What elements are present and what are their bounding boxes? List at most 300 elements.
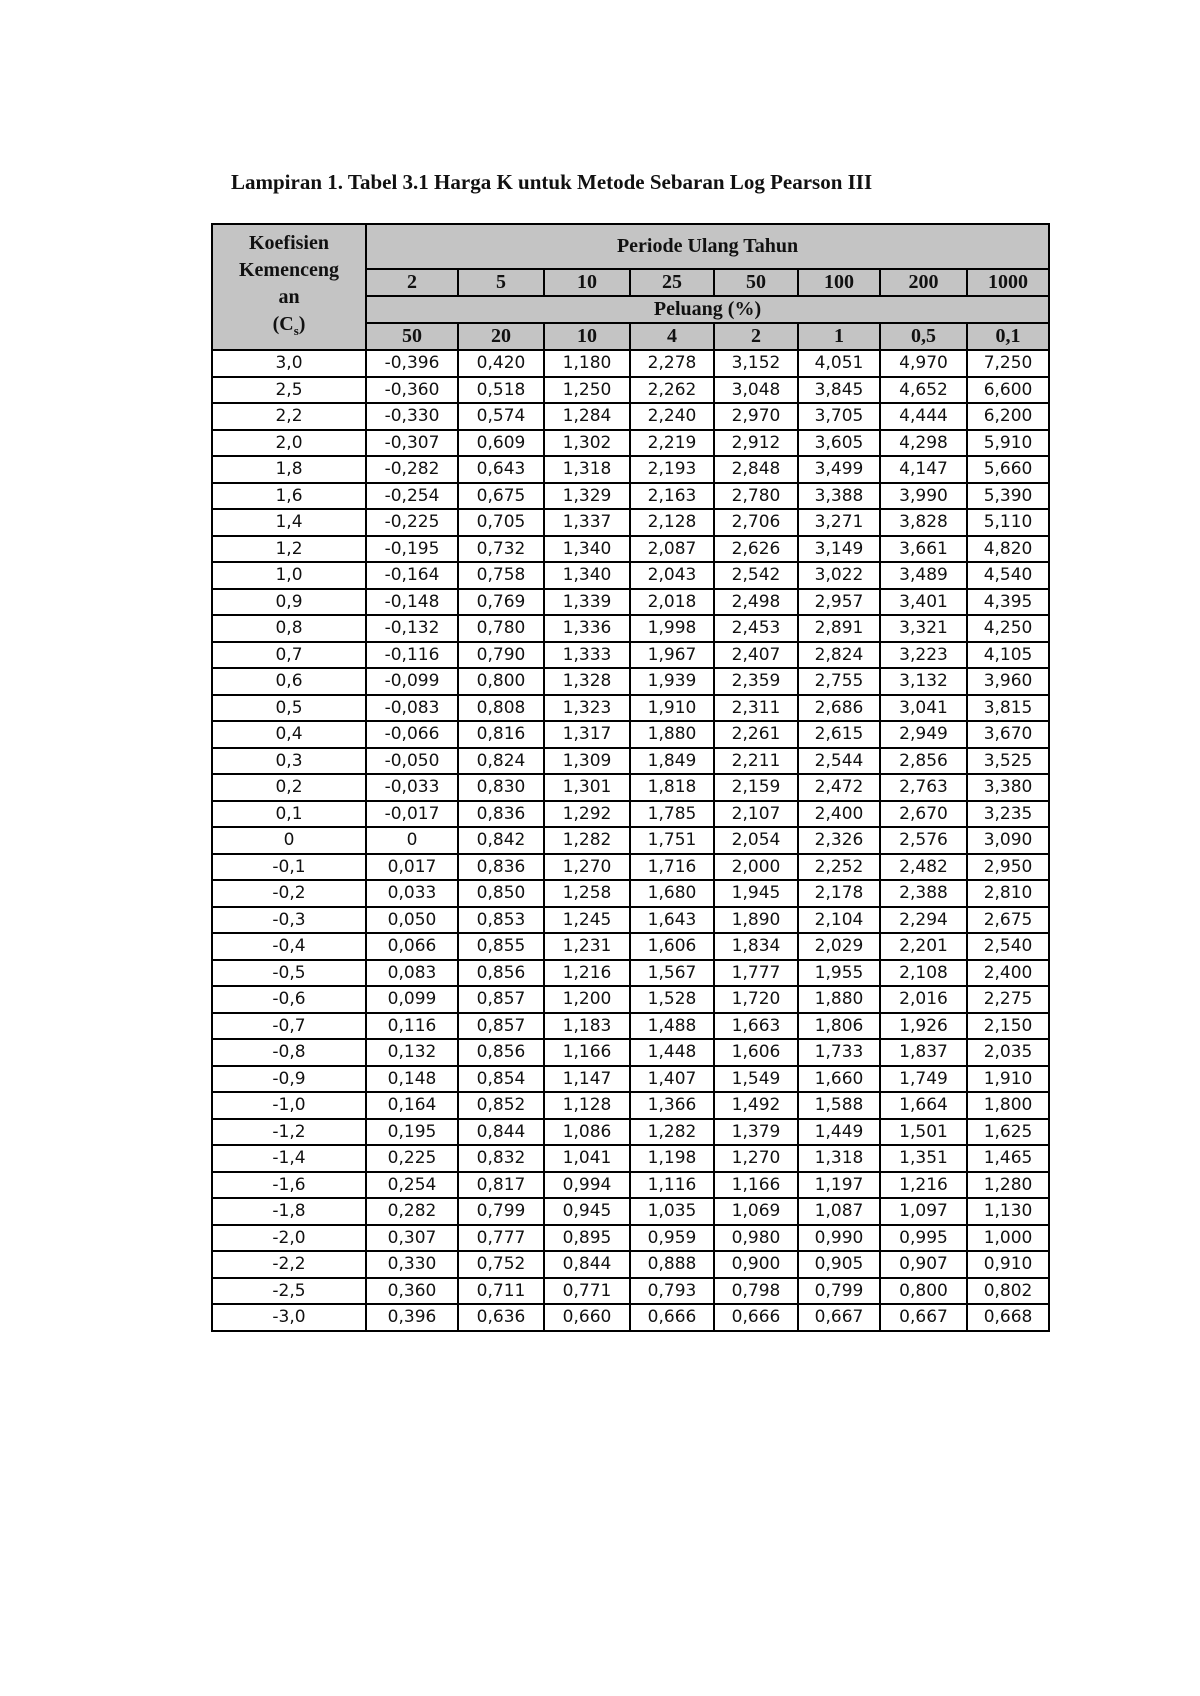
- table-row: [212, 827, 1049, 854]
- k-value-cell: 1,448: [630, 1039, 714, 1066]
- k-value-cell: 3,235: [967, 801, 1049, 828]
- k-value-cell: 0,675: [458, 483, 544, 510]
- k-value-cell: 1,777: [714, 960, 798, 987]
- k-value-cell: 1,317: [544, 721, 630, 748]
- coefficient-cell: -1,2: [212, 1119, 366, 1146]
- k-value-cell: 0,330: [366, 1251, 458, 1278]
- k-value-cell: 0,148: [366, 1066, 458, 1093]
- table-row: [212, 1251, 1049, 1278]
- k-value-cell: 0,420: [458, 350, 544, 377]
- k-value-cell: 0,574: [458, 403, 544, 430]
- table-row: [212, 350, 1049, 377]
- k-value-cell: 1,130: [967, 1198, 1049, 1225]
- k-value-cell: 3,661: [880, 536, 967, 563]
- k-value-cell: 0,857: [458, 986, 544, 1013]
- coefficient-cell: 1,4: [212, 509, 366, 536]
- k-value-cell: 0,855: [458, 933, 544, 960]
- table-row: [212, 456, 1049, 483]
- k-value-cell: 3,815: [967, 695, 1049, 722]
- k-value-cell: 3,845: [798, 377, 880, 404]
- k-value-cell: 1,340: [544, 562, 630, 589]
- k-value-cell: 1,588: [798, 1092, 880, 1119]
- k-value-cell: 0,636: [458, 1304, 544, 1331]
- k-value-cell: 2,626: [714, 536, 798, 563]
- k-value-cell: 0,780: [458, 615, 544, 642]
- k-value-cell: 0,824: [458, 748, 544, 775]
- k-value-cell: 5,110: [967, 509, 1049, 536]
- period-header-cell: 25: [630, 269, 714, 296]
- coefficient-cell: -0,3: [212, 907, 366, 934]
- k-value-cell: 2,128: [630, 509, 714, 536]
- k-value-cell: 2,848: [714, 456, 798, 483]
- k-value-cell: 5,660: [967, 456, 1049, 483]
- k-value-cell: 1,818: [630, 774, 714, 801]
- peluang-header-cell: 20: [458, 323, 544, 350]
- k-value-cell: 1,998: [630, 615, 714, 642]
- k-value-cell: 2,029: [798, 933, 880, 960]
- k-value-cell: 4,444: [880, 403, 967, 430]
- k-value-cell: 2,856: [880, 748, 967, 775]
- period-header-cell: 1000: [967, 269, 1049, 296]
- coefficient-cell: -2,2: [212, 1251, 366, 1278]
- coefficient-cell: 0,2: [212, 774, 366, 801]
- k-value-cell: 0,752: [458, 1251, 544, 1278]
- k-value-cell: 0,790: [458, 642, 544, 669]
- k-value-cell: 3,705: [798, 403, 880, 430]
- k-value-cell: 3,271: [798, 509, 880, 536]
- k-value-cell: 0,777: [458, 1225, 544, 1252]
- coefficient-cell: 0,3: [212, 748, 366, 775]
- k-value-cell: 2,453: [714, 615, 798, 642]
- coefficient-cell: 1,6: [212, 483, 366, 510]
- table-row: [212, 933, 1049, 960]
- k-value-cell: 3,605: [798, 430, 880, 457]
- k-value-cell: 0,282: [366, 1198, 458, 1225]
- coefficient-cell: 2,5: [212, 377, 366, 404]
- k-value-cell: 0,666: [630, 1304, 714, 1331]
- k-value-cell: 0,844: [458, 1119, 544, 1146]
- k-value-cell: 1,664: [880, 1092, 967, 1119]
- k-value-cell: 2,780: [714, 483, 798, 510]
- k-value-cell: 0,852: [458, 1092, 544, 1119]
- coefficient-cell: -0,9: [212, 1066, 366, 1093]
- k-value-cell: 2,211: [714, 748, 798, 775]
- table-row: [212, 748, 1049, 775]
- table-row: [212, 642, 1049, 669]
- k-value-cell: -0,099: [366, 668, 458, 695]
- k-value-cell: 1,660: [798, 1066, 880, 1093]
- coefficient-cell: 0,7: [212, 642, 366, 669]
- k-value-cell: 3,525: [967, 748, 1049, 775]
- k-value-cell: 2,763: [880, 774, 967, 801]
- k-value-cell: 1,231: [544, 933, 630, 960]
- table-row: [212, 1198, 1049, 1225]
- k-value-cell: 0,856: [458, 1039, 544, 1066]
- k-value-cell: 3,090: [967, 827, 1049, 854]
- k-value-cell: 1,280: [967, 1172, 1049, 1199]
- k-value-cell: 0,853: [458, 907, 544, 934]
- k-value-cell: 2,108: [880, 960, 967, 987]
- k-value-cell: 0,832: [458, 1145, 544, 1172]
- coefficient-cell: 0,5: [212, 695, 366, 722]
- k-value-cell: 0,518: [458, 377, 544, 404]
- k-value-cell: 1,116: [630, 1172, 714, 1199]
- k-value-cell: 0,798: [714, 1278, 798, 1305]
- table-row: [212, 721, 1049, 748]
- table-row: [212, 695, 1049, 722]
- k-value-cell: 2,201: [880, 933, 967, 960]
- k-value-cell: 3,489: [880, 562, 967, 589]
- k-value-cell: 2,252: [798, 854, 880, 881]
- period-header-cell: 5: [458, 269, 544, 296]
- k-value-cell: 2,107: [714, 801, 798, 828]
- coef-header-symbol: (C: [272, 313, 294, 335]
- k-value-cell: 2,670: [880, 801, 967, 828]
- table-row: [212, 615, 1049, 642]
- peluang-header: Peluang (%): [366, 296, 1049, 323]
- coefficient-cell: 2,0: [212, 430, 366, 457]
- k-value-cell: 3,041: [880, 695, 967, 722]
- k-value-cell: 1,606: [714, 1039, 798, 1066]
- coefficient-cell: -0,8: [212, 1039, 366, 1066]
- k-value-cell: 2,326: [798, 827, 880, 854]
- k-value-cell: 2,482: [880, 854, 967, 881]
- k-value-cell: 2,054: [714, 827, 798, 854]
- peluang-header-cell: 10: [544, 323, 630, 350]
- k-value-cell: 3,960: [967, 668, 1049, 695]
- table-row: [212, 1013, 1049, 1040]
- table-row: [212, 1278, 1049, 1305]
- k-value-cell: 1,567: [630, 960, 714, 987]
- coefficient-cell: 1,2: [212, 536, 366, 563]
- k-value-cell: 2,150: [967, 1013, 1049, 1040]
- k-value-cell: 1,501: [880, 1119, 967, 1146]
- k-value-cell: 0,099: [366, 986, 458, 1013]
- k-value-cell: 2,950: [967, 854, 1049, 881]
- coefficient-cell: -1,4: [212, 1145, 366, 1172]
- k-value-cell: 1,528: [630, 986, 714, 1013]
- periode-header: Periode Ulang Tahun: [366, 224, 1049, 269]
- k-value-cell: 1,292: [544, 801, 630, 828]
- k-value-cell: 2,261: [714, 721, 798, 748]
- k-value-cell: 3,990: [880, 483, 967, 510]
- k-value-cell: 0,799: [458, 1198, 544, 1225]
- k-value-cell: 4,652: [880, 377, 967, 404]
- k-value-cell: 2,407: [714, 642, 798, 669]
- k-value-cell: 1,270: [714, 1145, 798, 1172]
- k-value-cell: 3,828: [880, 509, 967, 536]
- k-value-cell: 1,351: [880, 1145, 967, 1172]
- k-value-cell: 1,333: [544, 642, 630, 669]
- k-value-cell: -0,083: [366, 695, 458, 722]
- k-value-cell: 2,957: [798, 589, 880, 616]
- coefficient-cell: -0,7: [212, 1013, 366, 1040]
- coefficient-cell: 0,9: [212, 589, 366, 616]
- k-value-cell: 1,000: [967, 1225, 1049, 1252]
- k-value-cell: 1,939: [630, 668, 714, 695]
- k-value-cell: 1,245: [544, 907, 630, 934]
- k-value-cell: 1,549: [714, 1066, 798, 1093]
- k-value-cell: 1,069: [714, 1198, 798, 1225]
- k-value-cell: 0,769: [458, 589, 544, 616]
- k-value-cell: 2,275: [967, 986, 1049, 1013]
- k-value-cell: -0,033: [366, 774, 458, 801]
- k-value-cell: 0,900: [714, 1251, 798, 1278]
- k-value-cell: 2,018: [630, 589, 714, 616]
- k-value-cell: 4,540: [967, 562, 1049, 589]
- k-value-cell: 1,128: [544, 1092, 630, 1119]
- table-row: [212, 509, 1049, 536]
- k-value-cell: 1,328: [544, 668, 630, 695]
- k-value-cell: 0,225: [366, 1145, 458, 1172]
- k-value-cell: 1,216: [544, 960, 630, 987]
- k-value-cell: 1,806: [798, 1013, 880, 1040]
- period-header-cell: 200: [880, 269, 967, 296]
- coef-header-subscript: s: [293, 323, 299, 338]
- k-value-cell: 1,749: [880, 1066, 967, 1093]
- k-value-cell: 3,499: [798, 456, 880, 483]
- k-value-cell: 0,771: [544, 1278, 630, 1305]
- k-value-cell: 2,240: [630, 403, 714, 430]
- k-value-cell: 4,147: [880, 456, 967, 483]
- k-value-cell: 1,880: [798, 986, 880, 1013]
- k-value-cell: 0,396: [366, 1304, 458, 1331]
- coef-header-line: an: [278, 286, 300, 308]
- k-value-cell: 3,048: [714, 377, 798, 404]
- k-value-cell: 3,022: [798, 562, 880, 589]
- k-value-cell: 1,663: [714, 1013, 798, 1040]
- k-value-cell: 0,980: [714, 1225, 798, 1252]
- k-value-cell: 1,379: [714, 1119, 798, 1146]
- k-value-cell: 1,318: [798, 1145, 880, 1172]
- k-value-cell: 0,705: [458, 509, 544, 536]
- table-row: [212, 880, 1049, 907]
- k-value-cell: 1,166: [544, 1039, 630, 1066]
- k-value-cell: 1,834: [714, 933, 798, 960]
- k-value-cell: 0,758: [458, 562, 544, 589]
- k-value-cell: 1,910: [967, 1066, 1049, 1093]
- k-value-cell: 5,910: [967, 430, 1049, 457]
- coefficient-cell: -2,5: [212, 1278, 366, 1305]
- k-value-cell: 0,666: [714, 1304, 798, 1331]
- k-value-cell: 2,544: [798, 748, 880, 775]
- table-row: [212, 854, 1049, 881]
- k-value-cell: 2,400: [798, 801, 880, 828]
- k-value-cell: 2,104: [798, 907, 880, 934]
- table-row: [212, 1039, 1049, 1066]
- k-value-cell: 0,836: [458, 801, 544, 828]
- coefficient-cell: -0,1: [212, 854, 366, 881]
- coefficient-cell: -3,0: [212, 1304, 366, 1331]
- k-value-cell: 3,401: [880, 589, 967, 616]
- k-value-cell: 0,609: [458, 430, 544, 457]
- k-value-cell: 0,195: [366, 1119, 458, 1146]
- k-value-cell: 0,033: [366, 880, 458, 907]
- k-value-cell: 2,043: [630, 562, 714, 589]
- k-value-cell: 2,824: [798, 642, 880, 669]
- k-value-cell: 1,282: [630, 1119, 714, 1146]
- k-value-cell: 2,686: [798, 695, 880, 722]
- k-value-cell: 1,643: [630, 907, 714, 934]
- table-row: [212, 1304, 1049, 1331]
- k-value-cell: 0,990: [798, 1225, 880, 1252]
- k-value-cell: 3,670: [967, 721, 1049, 748]
- coefficient-cell: 0,1: [212, 801, 366, 828]
- k-value-cell: 2,087: [630, 536, 714, 563]
- k-value-cell: 1,323: [544, 695, 630, 722]
- k-value-cell: 2,159: [714, 774, 798, 801]
- k-value-cell: 0: [366, 827, 458, 854]
- coefficient-cell: -1,0: [212, 1092, 366, 1119]
- period-header-cell: 2: [366, 269, 458, 296]
- k-value-cell: 1,955: [798, 960, 880, 987]
- k-value-cell: 1,945: [714, 880, 798, 907]
- k-value-cell: 1,339: [544, 589, 630, 616]
- coefficient-header: [212, 224, 366, 350]
- k-value-cell: 0,817: [458, 1172, 544, 1199]
- k-value-cell: 1,720: [714, 986, 798, 1013]
- k-value-cell: 1,302: [544, 430, 630, 457]
- k-value-cell: 1,880: [630, 721, 714, 748]
- k-value-cell: 1,492: [714, 1092, 798, 1119]
- period-header-cell: 50: [714, 269, 798, 296]
- table-row: [212, 774, 1049, 801]
- coef-header-symbol-close: ): [298, 313, 306, 335]
- k-value-cell: 0,802: [967, 1278, 1049, 1305]
- coefficient-cell: -1,8: [212, 1198, 366, 1225]
- k-value-cell: 2,278: [630, 350, 714, 377]
- table-row: [212, 536, 1049, 563]
- k-value-cell: 0,643: [458, 456, 544, 483]
- k-value-cell: 1,340: [544, 536, 630, 563]
- k-value-cell: 0,995: [880, 1225, 967, 1252]
- coefficient-cell: -0,4: [212, 933, 366, 960]
- k-value-cell: 1,183: [544, 1013, 630, 1040]
- table-row: [212, 1145, 1049, 1172]
- k-value-cell: 7,250: [967, 350, 1049, 377]
- k-value-cell: 0,066: [366, 933, 458, 960]
- k-value-cell: 1,284: [544, 403, 630, 430]
- k-value-cell: 0,360: [366, 1278, 458, 1305]
- k-value-cell: 0,164: [366, 1092, 458, 1119]
- k-value-cell: 1,407: [630, 1066, 714, 1093]
- k-value-cell: -0,066: [366, 721, 458, 748]
- table-row: [212, 907, 1049, 934]
- coefficient-cell: -0,6: [212, 986, 366, 1013]
- k-value-cell: 2,035: [967, 1039, 1049, 1066]
- coefficient-cell: -0,5: [212, 960, 366, 987]
- table-row: [212, 668, 1049, 695]
- k-value-cell: 2,891: [798, 615, 880, 642]
- k-value-cell: 2,472: [798, 774, 880, 801]
- k-value-cell: -0,396: [366, 350, 458, 377]
- k-value-cell: 0,836: [458, 854, 544, 881]
- table-row: [212, 403, 1049, 430]
- k-value-cell: 1,488: [630, 1013, 714, 1040]
- k-value-cell: 1,785: [630, 801, 714, 828]
- peluang-header-cell: 1: [798, 323, 880, 350]
- k-value-cell: 0,083: [366, 960, 458, 987]
- k-value-cell: 1,890: [714, 907, 798, 934]
- k-value-cell: 1,270: [544, 854, 630, 881]
- peluang-header-cell: 0,1: [967, 323, 1049, 350]
- table-row: [212, 430, 1049, 457]
- table-row: [212, 960, 1049, 987]
- k-value-cell: 0,895: [544, 1225, 630, 1252]
- coefficient-cell: -2,0: [212, 1225, 366, 1252]
- k-value-cell: 4,250: [967, 615, 1049, 642]
- k-value-cell: 1,967: [630, 642, 714, 669]
- coefficient-cell: 1,0: [212, 562, 366, 589]
- k-value-cell: 1,465: [967, 1145, 1049, 1172]
- k-value-cell: 0,307: [366, 1225, 458, 1252]
- k-value-cell: 1,337: [544, 509, 630, 536]
- coefficient-cell: 2,2: [212, 403, 366, 430]
- k-value-cell: 2,675: [967, 907, 1049, 934]
- k-value-cell: 2,498: [714, 589, 798, 616]
- k-value-cell: 0,905: [798, 1251, 880, 1278]
- k-value-cell: 1,329: [544, 483, 630, 510]
- k-value-cell: 6,600: [967, 377, 1049, 404]
- k-value-cell: 1,800: [967, 1092, 1049, 1119]
- k-value-cell: 2,000: [714, 854, 798, 881]
- k-value-cell: 1,309: [544, 748, 630, 775]
- k-value-cell: 1,180: [544, 350, 630, 377]
- k-value-cell: 2,294: [880, 907, 967, 934]
- k-value-cell: 0,842: [458, 827, 544, 854]
- k-value-cell: 0,793: [630, 1278, 714, 1305]
- table-row: [212, 1225, 1049, 1252]
- k-value-cell: 0,854: [458, 1066, 544, 1093]
- k-value-table: [211, 223, 1050, 1332]
- period-header-cell: 100: [798, 269, 880, 296]
- k-value-cell: 2,400: [967, 960, 1049, 987]
- k-value-cell: 3,380: [967, 774, 1049, 801]
- k-value-cell: 0,888: [630, 1251, 714, 1278]
- k-value-cell: 2,359: [714, 668, 798, 695]
- k-value-cell: 2,311: [714, 695, 798, 722]
- k-value-cell: 4,395: [967, 589, 1049, 616]
- k-value-cell: 6,200: [967, 403, 1049, 430]
- coefficient-cell: 3,0: [212, 350, 366, 377]
- k-value-cell: 0,667: [880, 1304, 967, 1331]
- document-title: Lampiran 1. Tabel 3.1 Harga K untuk Metode Sebaran Log Pearson III: [231, 170, 873, 194]
- k-value-cell: 1,097: [880, 1198, 967, 1225]
- coefficient-cell: 0,6: [212, 668, 366, 695]
- table-body: [212, 350, 1049, 1331]
- k-value-cell: 1,336: [544, 615, 630, 642]
- k-value-cell: 1,751: [630, 827, 714, 854]
- k-value-cell: 4,298: [880, 430, 967, 457]
- k-value-cell: 0,050: [366, 907, 458, 934]
- k-value-cell: 2,912: [714, 430, 798, 457]
- k-value-cell: -0,017: [366, 801, 458, 828]
- k-value-cell: 2,219: [630, 430, 714, 457]
- k-value-cell: 0,800: [458, 668, 544, 695]
- k-value-cell: -0,254: [366, 483, 458, 510]
- k-value-cell: 1,197: [798, 1172, 880, 1199]
- k-value-cell: 1,849: [630, 748, 714, 775]
- k-value-cell: 3,152: [714, 350, 798, 377]
- k-value-cell: -0,148: [366, 589, 458, 616]
- k-value-cell: 1,147: [544, 1066, 630, 1093]
- table-row: [212, 483, 1049, 510]
- k-value-cell: 1,716: [630, 854, 714, 881]
- k-value-cell: 1,301: [544, 774, 630, 801]
- coef-header-line: Kemenceng: [239, 259, 339, 281]
- k-value-cell: 2,262: [630, 377, 714, 404]
- k-value-cell: 3,223: [880, 642, 967, 669]
